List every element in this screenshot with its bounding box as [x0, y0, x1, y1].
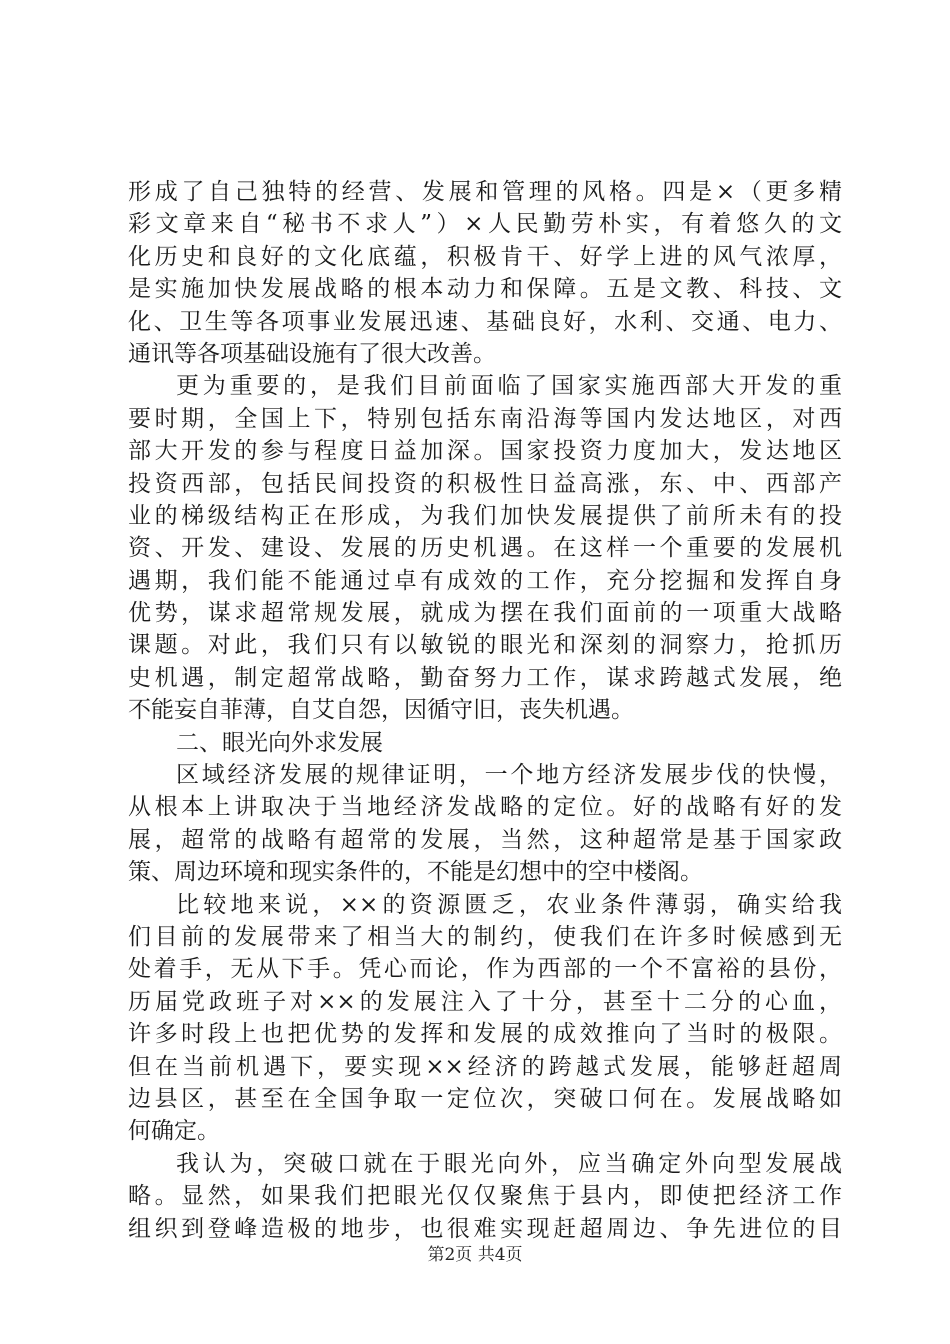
text-line: 略。显然，如果我们把眼光仅仅聚焦于县内，即使把经济工作: [128, 1183, 842, 1210]
text-line: 要时期，全国上下，特别包括东南沿海等国内发达地区，对西: [128, 405, 842, 432]
text-line: 我认为，突破口就在于眼光向外，应当确定外向型发展战: [176, 1150, 842, 1177]
text-line: 何确定。: [128, 1118, 220, 1145]
text-line: 策、周边环境和现实条件的，不能是幻想中的空中楼阁。: [128, 859, 703, 886]
text-line: 通讯等各项基础设施有了很大改善。: [128, 340, 496, 367]
text-line: 资、开发、建设、发展的历史机遇。在这样一个重要的发展机: [128, 535, 842, 562]
text-line: 彩文章来自“秘书不求人”）×人民勤劳朴实，有着悠久的文: [128, 211, 842, 238]
text-line: 更为重要的，是我们目前面临了国家实施西部大开发的重: [176, 373, 842, 400]
text-line: 区域经济发展的规律证明，一个地方经济发展步伐的快慢，: [176, 762, 842, 789]
text-line: 比较地来说，××的资源匮乏，农业条件薄弱，确实给我: [176, 891, 842, 918]
text-line: 化历史和良好的文化底蕴，积极肯干、好学上进的风气浓厚，: [128, 243, 842, 270]
text-line: 形成了自己独特的经营、发展和管理的风格。四是×（更多精: [128, 179, 842, 205]
text-line: 业的梯级结构正在形成，为我们加快发展提供了前所未有的投: [128, 502, 842, 529]
page-footer: 第2页 共4页: [427, 1245, 523, 1265]
text-line: 遇期，我们能不能通过卓有成效的工作，充分挖掘和发挥自身: [128, 567, 842, 594]
text-line: 课题。对此，我们只有以敏锐的眼光和深刻的洞察力，抢抓历: [128, 632, 842, 659]
text-line: 部大开发的参与程度日益加深。国家投资力度加大，发达地区: [128, 438, 842, 465]
text-line: 从根本上讲取决于当地经济发战略的定位。好的战略有好的发: [128, 794, 842, 821]
text-line: 二、眼光向外求发展: [176, 729, 383, 756]
text-line: 组织到登峰造极的地步，也很难实现赶超周边、争先进位的目: [128, 1215, 842, 1242]
text-line: 投资西部，包括民间投资的积极性日益高涨，东、中、西部产: [128, 470, 842, 497]
text-line: 优势，谋求超常规发展，就成为摆在我们面前的一项重大战略: [128, 600, 842, 627]
text-line: 展，超常的战略有超常的发展，当然，这种超常是基于国家政: [128, 826, 842, 853]
text-line: 边县区，甚至在全国争取一定位次，突破口何在。发展战略如: [128, 1085, 842, 1112]
text-line: 化、卫生等各项事业发展迅速、基础良好，水利、交通、电力、: [128, 308, 842, 335]
document-body: [128, 176, 842, 1245]
text-line: 是实施加快发展战略的根本动力和保障。五是文教、科技、文: [128, 276, 842, 303]
text-line: 许多时段上也把优势的发挥和发展的成效推向了当时的极限。: [128, 1021, 842, 1048]
text-line: 不能妄自菲薄，自艾自怨，因循守旧，丧失机遇。: [128, 697, 634, 724]
text-line: 们目前的发展带来了相当大的制约，使我们在许多时候感到无: [128, 923, 842, 950]
text-line: 历届党政班子对××的发展注入了十分，甚至十二分的心血，: [128, 988, 842, 1015]
text-line: 处着手，无从下手。凭心而论，作为西部的一个不富裕的县份，: [128, 956, 842, 983]
text-line: 史机遇，制定超常战略，勤奋努力工作，谋求跨越式发展，绝: [128, 664, 842, 691]
text-line: 但在当前机遇下，要实现××经济的跨越式发展，能够赶超周: [128, 1053, 842, 1080]
